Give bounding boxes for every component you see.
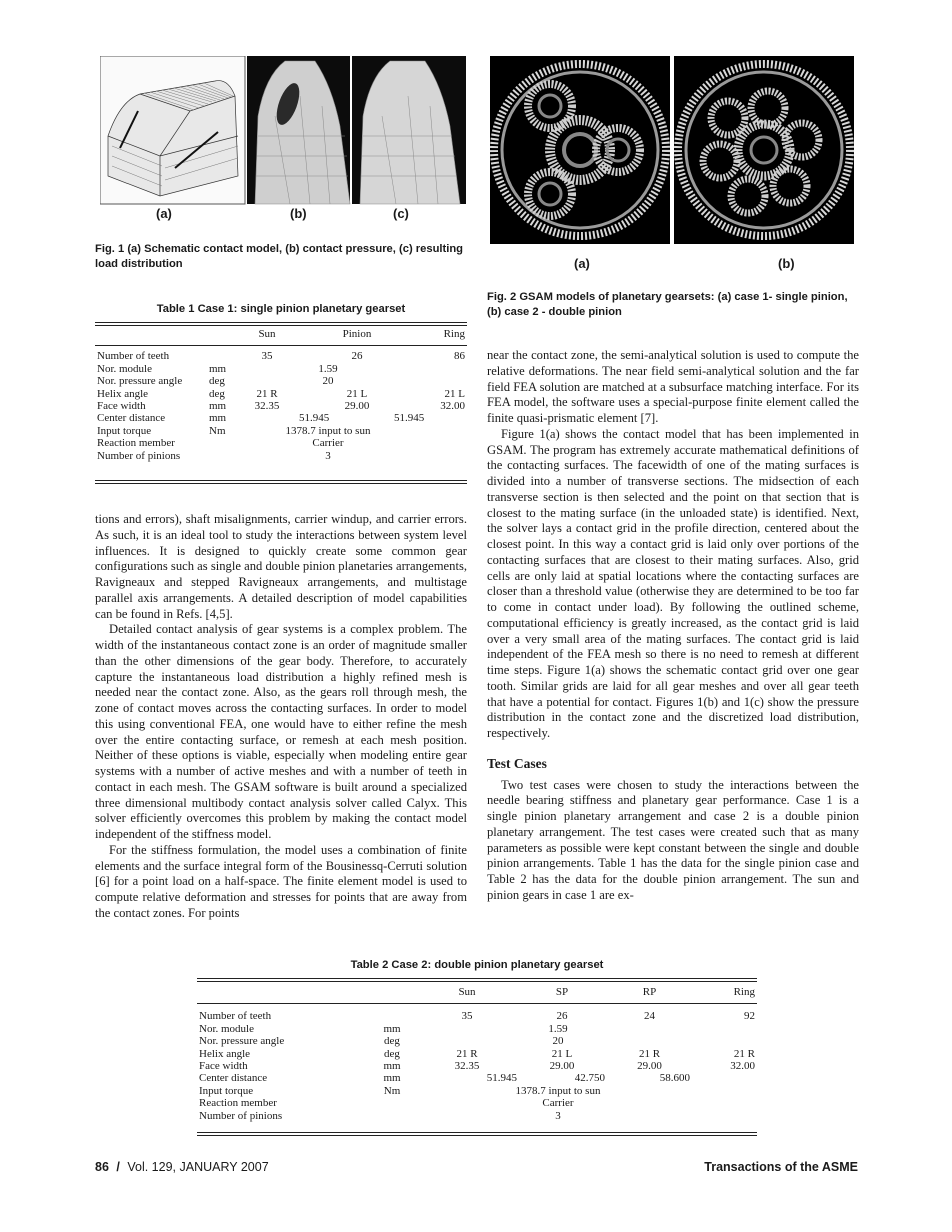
- fig2-label-a: (a): [574, 256, 590, 271]
- left-column-text: [95, 512, 467, 922]
- table-row: Face width mm 32.35 29.00 32.00: [97, 400, 465, 413]
- col-sp: SP: [555, 986, 569, 998]
- table-row: Number of teeth 35 26 24 92: [199, 1010, 755, 1023]
- figure-2: [490, 56, 854, 276]
- table-2-title: Table 2 Case 2: double pinion planetary gearset: [350, 959, 604, 971]
- paragraph: Detailed contact analysis of gear systems is a complex problem. The width of the instantaneous contact zone is an order of magnitude smaller than the other dimensions of the gear body. Therefore, to accurately capture the instantaneous load distribution a highly refined mesh is needed near the contact zone. Also, as the gears roll through mesh, the zone of contact moves across the contacting surfaces. In order to model this using conventional FEA, one would have to either refine the mesh over the entire contacting surface, or remesh at each mesh position. Neither of these options is viable, especially when modeling entire gear systems with a number of active meshes and with a number of teeth in contact in each mesh. The GSAM software is built around a specialized three dimensional multibody contact analysis solver called Calyx. This solver efficiently overcomes this problem by making the contact model independent of the stiffness model.: [95, 622, 467, 841]
- table-row: Nor. pressure angle deg 20: [97, 375, 334, 388]
- table-row: Helix angle deg 21 R 21 L 21 R 21 R: [199, 1047, 755, 1060]
- table-1-title: Table 1 Case 1: single pinion planetary gearset: [156, 303, 406, 315]
- fig1-label-c: (c): [393, 206, 409, 221]
- paragraph: Two test cases were chosen to study the interactions between the needle bearing stiffness and planetary gear performance. Case 1 is a single pinion planetary arrangement and case 2 is a double pinion planetary arrangement. The test cases were created such that as many parameters as possible were kept constant between the single and double pinion arrangements. Table 1 has the data for the single pinion case and Table 2 has the data for the double pinion arrangement. The sun and pinion gears in case 1 are ex-: [487, 777, 859, 902]
- table-row: Number of pinions 3: [97, 449, 331, 462]
- col-ring: Ring: [733, 986, 755, 998]
- col-rp: RP: [642, 986, 657, 998]
- section-heading: Test Cases: [487, 755, 547, 771]
- fig1-label-b: (b): [290, 206, 307, 221]
- table-2-top-rule: [197, 978, 757, 982]
- right-column-text: [487, 348, 859, 904]
- table-row: Center distance mm 51.945 51.945: [97, 412, 425, 425]
- table-row: Nor. pressure angle deg 20: [199, 1035, 564, 1048]
- table-2: [197, 986, 757, 1122]
- paragraph: Figure 1(a) shows the contact model that has been implemented in GSAM. The program has extremely accurate mathematical definitions of the contacting surfaces. The facewidth of one of the mating surfaces is divided into a number of transverse sections. The midsection of each transverse section is then selected and the point on that section that is closest to the mating surface (in the unloaded state) is identified. Next, the solver lays a contact grid in the profile direction, centered about the closest point. In this way a contact grid is laid only over portions of the contacting surfaces that are closest to their mating surfaces. Also, grid cells are only laid at spatial locations where the contacting surfaces are closer than a threshold value (otherwise they are determined to be too far to come in contact under load). By following the outlined scheme, computational efficiency is greatly increased, as the contact grid is laid over a very small area of the mating surfaces. The contact grid is laid independent of the FEA mesh so there is no need to remesh at different time steps. Figure 1(a) shows the schematic contact grid over one gear tooth. Similar grids are laid for all gear meshes and over all gear teeth that have a potential for contact. Figures 1(b) and 1(c) show the pressure distribution in the contact zone and the discretized load distribution, respectively.: [487, 426, 859, 740]
- footer-separator: /: [116, 1160, 120, 1174]
- fig2-label-b: (b): [778, 256, 795, 271]
- table-row: Input torque Nm 1378.7 input to sun: [199, 1084, 601, 1097]
- figure-2-caption: Fig. 2 GSAM models of planetary gearsets: (a) case 1- single pinion, (b) case 2 - double pinion: [487, 291, 848, 318]
- table-row: Helix angle deg 21 R 21 L 21 L: [97, 387, 465, 400]
- col-sun: Sun: [258, 328, 276, 340]
- volume-info: Vol. 129, JANUARY 2007: [127, 1160, 269, 1174]
- table-row: Number of teeth 35 26 86: [97, 350, 465, 363]
- table-row: Face width mm 32.35 29.00 29.00 32.00: [199, 1060, 755, 1073]
- col-pinion: Pinion: [342, 328, 372, 340]
- figure-1: [100, 56, 466, 221]
- table-row: Input torque Nm 1378.7 input to sun: [97, 424, 371, 437]
- table-2-header-row: [197, 986, 757, 998]
- fig1-label-a: (a): [156, 206, 172, 221]
- table-1-bottom-rule: [95, 480, 467, 484]
- table-row: Nor. module mm 1.59: [97, 362, 338, 375]
- table-row: Reaction member Carrier: [199, 1097, 574, 1110]
- figure-1-caption: Fig. 1 (a) Schematic contact model, (b) contact pressure, (c) resulting load distribution: [95, 243, 464, 270]
- figure-2-graphic: [490, 56, 854, 246]
- table-1-top-rule: [95, 322, 467, 326]
- footer-left: [95, 1160, 269, 1174]
- col-sun: Sun: [458, 986, 476, 998]
- paragraph: For the stiffness formulation, the model uses a combination of finite elements and the surface integral form of the Bousinessq-Cerruti solution [6] for a point load on a half-space. The finite element model is used to compute relative deformation and stresses for points that are away from the contact zones. For points: [95, 842, 467, 920]
- table-row: Center distance mm 51.945 42.750 58.600: [199, 1072, 690, 1085]
- paragraph: tions and errors), shaft misalignments, carrier windup, and carrier errors. As such, it is an ideal tool to study the interactions between system level influences. It is designed to quickly create some common gear configurations such as single and double pinion planetaries arrangements, Ravigneaux and stepped Ravigneaux arrangements, and multistage parallel axis arrangements. A detailed description of model capabilities can be found in Refs. [4,5].: [95, 512, 467, 621]
- table-2-bottom-rule: [197, 1132, 757, 1136]
- table-row: Number of pinions 3: [199, 1109, 561, 1122]
- table-row: Nor. module mm 1.59: [199, 1022, 568, 1035]
- page-number: 86: [95, 1160, 109, 1174]
- journal-name: Transactions of the ASME: [704, 1160, 858, 1174]
- col-ring: Ring: [443, 328, 465, 340]
- table-row: Reaction member Carrier: [97, 437, 344, 450]
- paragraph: near the contact zone, the semi-analytical solution is used to compute the relative deformations. The near field semi-analytical solution and the far field FEA solution are matched at a subsurface matching interface. For its FEA model, the software uses a special-purpose finite element called the finite quasi-prismatic element [7].: [487, 348, 859, 425]
- table-1-header-row: [95, 328, 467, 340]
- figure-1-graphic: [100, 56, 466, 216]
- table-1: [95, 328, 467, 462]
